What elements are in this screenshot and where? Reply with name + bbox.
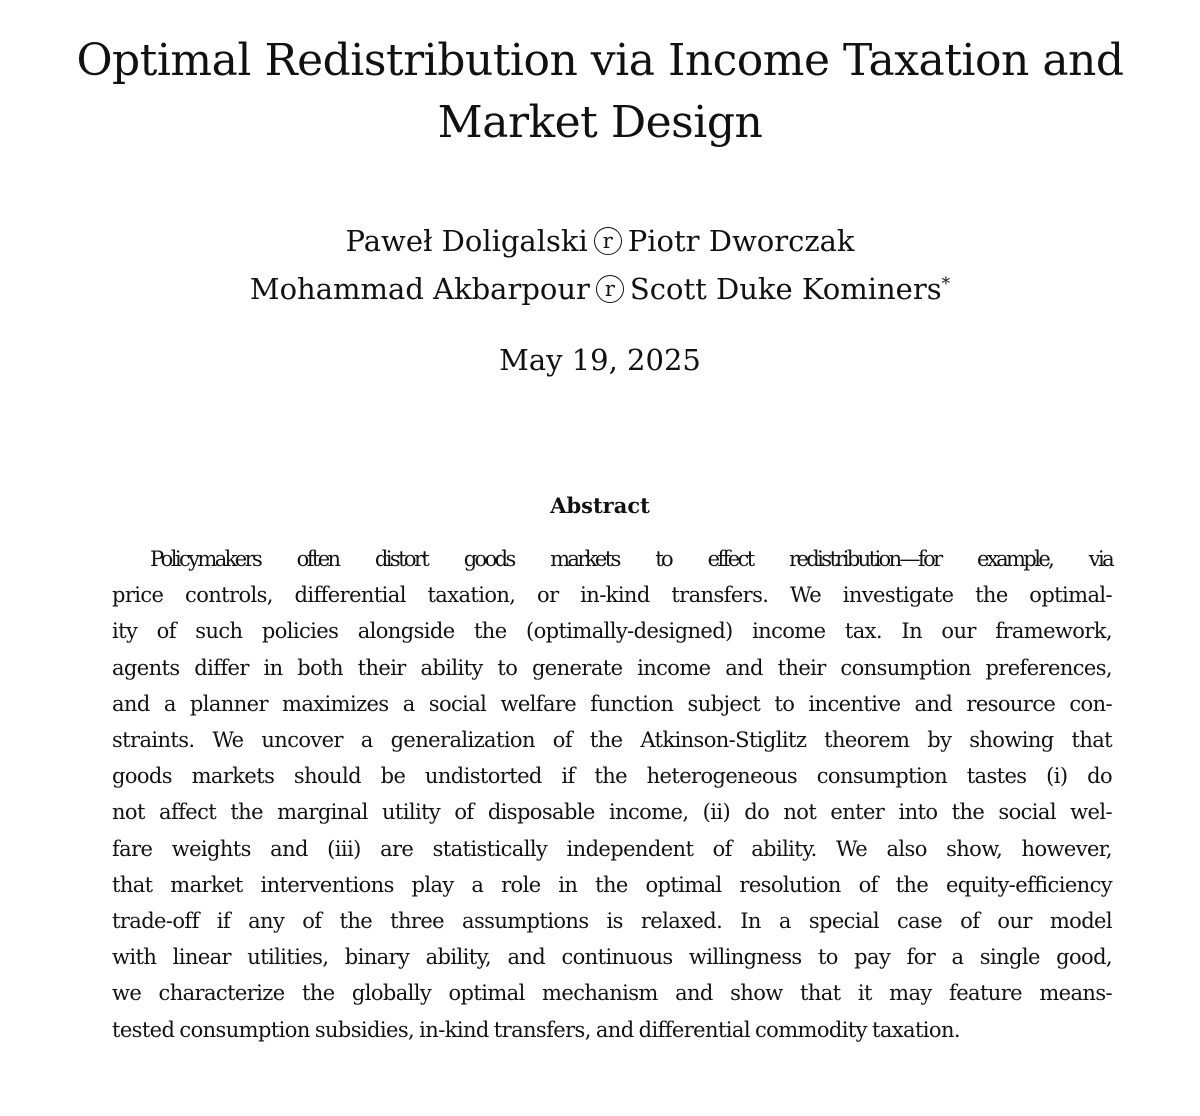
abstract-line: price controls, differential taxation, or in-kind transfers. We investigate the optimal- [112,583,1112,608]
abstract-line: we characterize the globally optimal mechanism and show that it may feature means- [112,981,1112,1006]
abstract-line: with linear utilities, binary ability, and continuous willingness to pay for a single good, [112,945,1112,970]
abstract-line: tested consumption subsidies, in-kind transfers, and differential commodity taxation. [112,1017,960,1042]
paper-title [40,30,1160,154]
abstract-body [112,541,1112,1048]
paper-date: May 19, 2025 [499,343,701,377]
author-name: Piotr Dworczak [627,224,855,258]
abstract-line: ity of such policies alongside the (optimally-designed) income tax. In our framework, [112,619,1112,644]
random-order-icon: r [596,275,624,303]
author-name: Paweł Doligalski [345,224,588,258]
title-line-2: Market Design [437,97,763,148]
author-line-2 [100,263,1100,311]
random-order-icon: r [594,227,622,255]
author-name: Mohammad Akbarpour [249,272,590,306]
abstract-line: not affect the marginal utility of disposable income, (ii) do not enter into the social wel- [112,800,1112,825]
author-block [100,220,1100,311]
abstract-heading: Abstract [550,493,650,518]
abstract-line: agents differ in both their ability to generate income and their consumption preferences, [112,655,1112,680]
abstract-line: trade-off if any of the three assumptions is relaxed. In a special case of our model [112,909,1112,934]
abstract-line: goods markets should be undistorted if the heterogeneous consumption tastes (i) do [112,764,1112,789]
abstract-line: fare weights and (iii) are statistically independent of ability. We also show, however, [112,836,1112,861]
abstract-line: that market interventions play a role in the optimal resolution of the equity-efficiency [112,872,1112,897]
abstract-line: straints. We uncover a generalization of the Atkinson-Stiglitz theorem by showing that [112,728,1112,753]
abstract-line: Policymakers often distort goods markets to effect redistribution—for example, via [150,547,1112,571]
abstract-line: and a planner maximizes a social welfare function subject to incentive and resource con- [112,691,1112,716]
footnote-marker: * [941,274,951,294]
title-line-1: Optimal Redistribution via Income Taxation and [76,35,1124,86]
author-name: Scott Duke Kominers [629,272,942,306]
author-line-1 [100,220,1100,263]
